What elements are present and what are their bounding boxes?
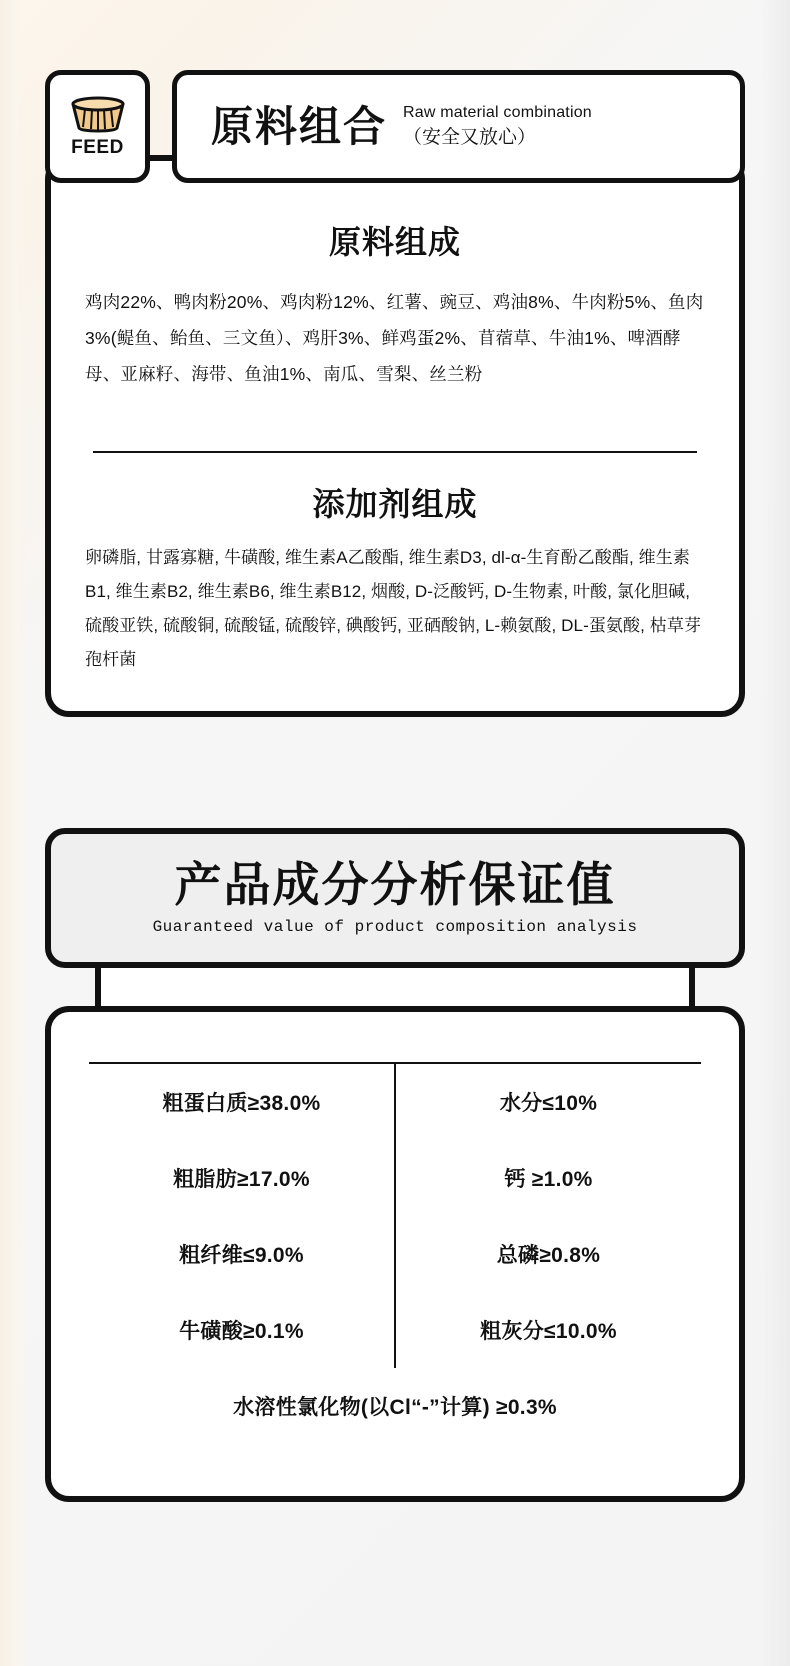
ingredients-text: 鸡肉22%、鸭肉粉20%、鸡肉粉12%、红薯、豌豆、鸡油8%、牛肉粉5%、鱼肉3%(鳀鱼、鲐鱼、三文鱼）、鸡肝3%、鲜鸡蛋2%、苜蓿草、牛油1%、啤酒酵母、亚麻籽、海带、鱼油1%、南瓜、雪梨、丝兰粉 bbox=[85, 292, 704, 384]
section-title-sub: （安全又放心） bbox=[403, 127, 537, 149]
additives-text: 卵磷脂, 甘露寡糖, 牛磺酸, 维生素A乙酸酯, 维生素D3, dl-α-生育酚乙酸酯, 维生素B1, 维生素B2, 维生素B6, 维生素B12, 烟酸, D-泛酸钙, D-生物素, 叶酸, 氯化胆碱, 硫酸亚铁, 硫酸铜, 硫酸锰, 硫酸锌, 碘酸钙, 亚硒酸钠, L-赖氨酸, DL-蛋氨酸, 枯草芽孢杆菌 bbox=[85, 547, 702, 669]
analysis-banner-cn: 产品成分分析保证值 bbox=[174, 858, 616, 912]
section-divider bbox=[93, 451, 697, 453]
section-title-box bbox=[172, 70, 745, 183]
feed-bowl-icon bbox=[67, 94, 129, 134]
table-row bbox=[89, 1216, 701, 1292]
ingredients-heading: 原料组成 bbox=[328, 224, 461, 260]
additives-heading: 添加剂组成 bbox=[312, 485, 478, 522]
analysis-banner-en: Guaranteed value of product composition analysis bbox=[152, 917, 638, 936]
table-cell-left: 粗蛋白质≥38.0% bbox=[89, 1063, 395, 1140]
raw-material-section bbox=[45, 70, 745, 717]
table-cell-right: 总磷≥0.8% bbox=[496, 1244, 601, 1267]
table-row-full bbox=[89, 1368, 701, 1444]
nutrition-table bbox=[89, 1062, 701, 1444]
table-cell-full: 水溶性氯化物(以Cl“-”计算) ≥0.3% bbox=[233, 1396, 557, 1419]
table-cell-left: 牛磺酸≥0.1% bbox=[89, 1292, 395, 1368]
table-cell-right: 钙 ≥1.0% bbox=[504, 1168, 593, 1191]
table-row bbox=[89, 1063, 701, 1140]
feed-badge-label: FEED bbox=[71, 137, 124, 158]
table-cell-left: 粗纤维≤9.0% bbox=[89, 1216, 395, 1292]
nutrition-table-card bbox=[45, 1006, 745, 1502]
right-edge-gradient bbox=[760, 0, 790, 1666]
composition-analysis-section bbox=[45, 828, 745, 1502]
table-cell-right: 水分≤10% bbox=[395, 1063, 701, 1140]
table-cell-left: 粗脂肪≥17.0% bbox=[89, 1140, 395, 1216]
section-header-row bbox=[45, 70, 745, 183]
section-title-en: Raw material combination bbox=[403, 104, 592, 122]
table-row bbox=[89, 1292, 701, 1368]
section-title-cn: 原料组合 bbox=[211, 102, 388, 150]
ingredients-card bbox=[45, 155, 745, 717]
table-row bbox=[89, 1140, 701, 1216]
banner-connector bbox=[95, 962, 695, 1010]
analysis-banner bbox=[45, 828, 745, 968]
section-title-right bbox=[403, 103, 592, 150]
table-cell-right: 粗灰分≤10.0% bbox=[480, 1320, 617, 1343]
ingredients-spacer bbox=[85, 393, 705, 451]
feed-badge bbox=[45, 70, 150, 183]
left-edge-gradient bbox=[0, 0, 26, 1666]
